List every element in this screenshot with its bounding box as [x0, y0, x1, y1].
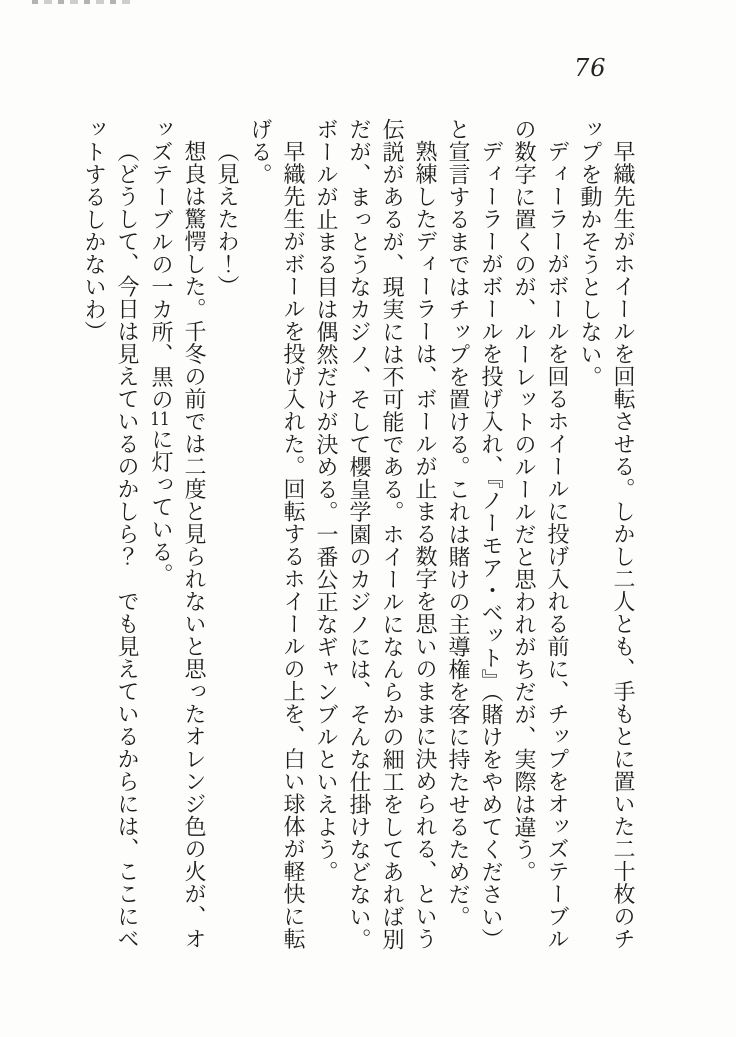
body-text: [73, 118, 639, 956]
paragraph: 想良は驚愕した。千冬の前では二度と見られないと思ったオレンジ色の火が、オッズテーブルの一カ所、黒の11に灯っている。: [148, 118, 206, 950]
paragraph: 早織先生がボールを投げ入れた。回転するホイールの上を、白い球体が軽快に転げる。: [247, 118, 305, 950]
scan-artifact-top-edge: [32, 0, 132, 4]
paragraph: 早織先生がホイールを回転させる。しかし二人とも、手もとに置いた二十枚のチップを動かそうとしない。: [577, 118, 635, 950]
page-number: 76: [574, 54, 607, 82]
paragraph: 熟練したディーラーは、ボールが止まる数字を思いのままに決められる、という伝説があるが、現実には不可能である。ホイールになんらかの細工をしてあれば別だが、まっとうなカジノ、そして櫻皇学園のカジノには、そんな仕掛けなどない。ボールが止まる目は偶然だけが決める。一番公正なギャンブルといえよう。: [313, 118, 437, 951]
paragraph: （どうして、今日は見えているのかしら？ でも見えているからには、ここにベットするしかないわ）: [81, 118, 139, 950]
paragraph: ディーラーがボールを回るホイールに投げ入れる前に、チップをオッズテーブルの数字に置くのが、ルーレットのルールだと思われがちだが、実際は違う。: [511, 118, 569, 950]
paragraph: （見えたわ！）: [214, 140, 239, 298]
paragraph: ディーラーがボールを投げ入れ、『ノーモア・ベット』（賭けをやめてください）と宣言するまではチップを置ける。これは賭けの主導権を客に持たせるためだ。: [445, 118, 503, 951]
